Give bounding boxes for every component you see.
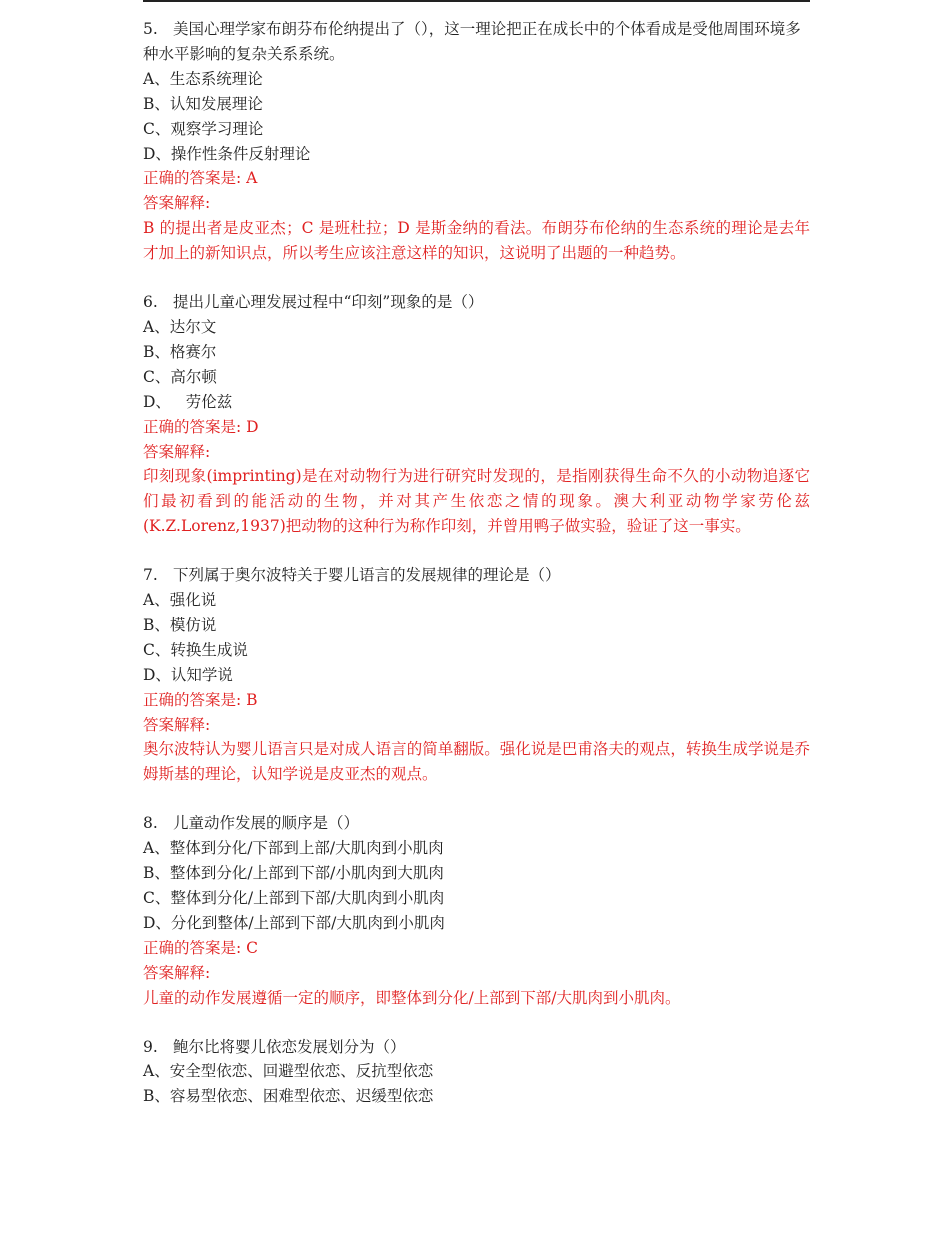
question-stem [143, 290, 810, 315]
question-number: 7. [143, 566, 158, 585]
question-8 [143, 811, 810, 1010]
question-stem [143, 563, 810, 588]
question-number: 5. [143, 20, 158, 38]
option-a: A、整体到分化/下部到上部/大肌肉到小肌肉 [143, 839, 444, 858]
correct-answer: 正确的答案是: C [143, 938, 259, 957]
question-9 [143, 1035, 810, 1110]
option-a: A、安全型依恋、回避型依恋、反抗型依恋 [143, 1062, 434, 1081]
option-d: D、 劳伦兹 [143, 392, 233, 411]
question-7 [143, 563, 810, 787]
explanation-text: 奥尔波特认为婴儿语言只是对成人语言的简单翻版。强化说是巴甫洛夫的观点，转换生成学说是乔姆斯基的理论，认知学说是皮亚杰的观点。 [143, 740, 810, 784]
question-text: 下列属于奥尔波特关于婴儿语言的发展规律的理论是（） [173, 566, 561, 585]
explanation-text: 印刻现象(imprinting)是在对动物行为进行研究时发现的，是指刚获得生命不久的小动物追逐它们最初看到的能活动的生物，并对其产生依恋之情的现象。澳大利亚动物学家劳伦兹(K.Z.Lorenz,1937)把动物的这种行为称作印刻，并曾用鸭子做实验，验证了这一事实。 [143, 467, 810, 536]
explanation-label: 答案解释: [143, 963, 211, 982]
option-d: D、分化到整体/上部到下部/大肌肉到小肌肉 [143, 913, 445, 932]
correct-answer: 正确的答案是: A [143, 169, 258, 188]
question-text: 美国心理学家布朗芬布伦纳提出了（），这一理论把正在成长中的个体看成是受他周围环境多种水平影响的复杂关系系统。 [143, 20, 801, 63]
explanation-label: 答案解释: [143, 194, 211, 213]
option-b: B、认知发展理论 [143, 94, 263, 113]
option-d: D、认知学说 [143, 665, 233, 684]
option-c: C、高尔顿 [143, 367, 217, 386]
explanation-label: 答案解释: [143, 442, 211, 461]
option-b: B、整体到分化/上部到下部/小肌肉到大肌肉 [143, 864, 444, 883]
option-a: A、强化说 [143, 591, 217, 610]
explanation-text: B 的提出者是皮亚杰；C 是班杜拉；D 是斯金纳的看法。布朗芬布伦纳的生态系统的理论是去年才加上的新知识点，所以考生应该注意这样的知识，这说明了出题的一种趋势。 [143, 219, 810, 263]
question-5 [143, 17, 810, 266]
question-stem [143, 17, 810, 67]
option-c: C、转换生成说 [143, 640, 248, 659]
option-c: C、整体到分化/上部到下部/大肌肉到小肌肉 [143, 889, 445, 907]
correct-answer: 正确的答案是: B [143, 690, 258, 709]
option-d: D、操作性条件反射理论 [143, 144, 311, 163]
question-6 [143, 290, 810, 539]
question-text: 鲍尔比将婴儿依恋发展划分为（） [173, 1037, 406, 1056]
option-b: B、格赛尔 [143, 342, 217, 361]
option-b: B、模仿说 [143, 615, 217, 634]
option-a: A、达尔文 [143, 317, 217, 336]
question-number: 6. [143, 293, 158, 312]
top-rule [143, 0, 810, 2]
option-a: A、生态系统理论 [143, 69, 263, 88]
question-number: 8. [143, 814, 158, 833]
explanation-label: 答案解释: [143, 715, 211, 734]
question-text: 儿童动作发展的顺序是（） [173, 814, 360, 833]
question-stem [143, 811, 810, 836]
question-stem [143, 1035, 810, 1060]
option-c: C、观察学习理论 [143, 119, 264, 138]
question-text: 提出儿童心理发展过程中“印刻”现象的是（） [173, 293, 484, 312]
correct-answer: 正确的答案是: D [143, 417, 259, 436]
question-number: 9. [143, 1037, 158, 1056]
question-list [143, 17, 810, 1133]
option-b: B、容易型依恋、困难型依恋、迟缓型依恋 [143, 1087, 434, 1106]
explanation-text: 儿童的动作发展遵循一定的顺序，即整体到分化/上部到下部/大肌肉到小肌肉。 [143, 988, 681, 1007]
